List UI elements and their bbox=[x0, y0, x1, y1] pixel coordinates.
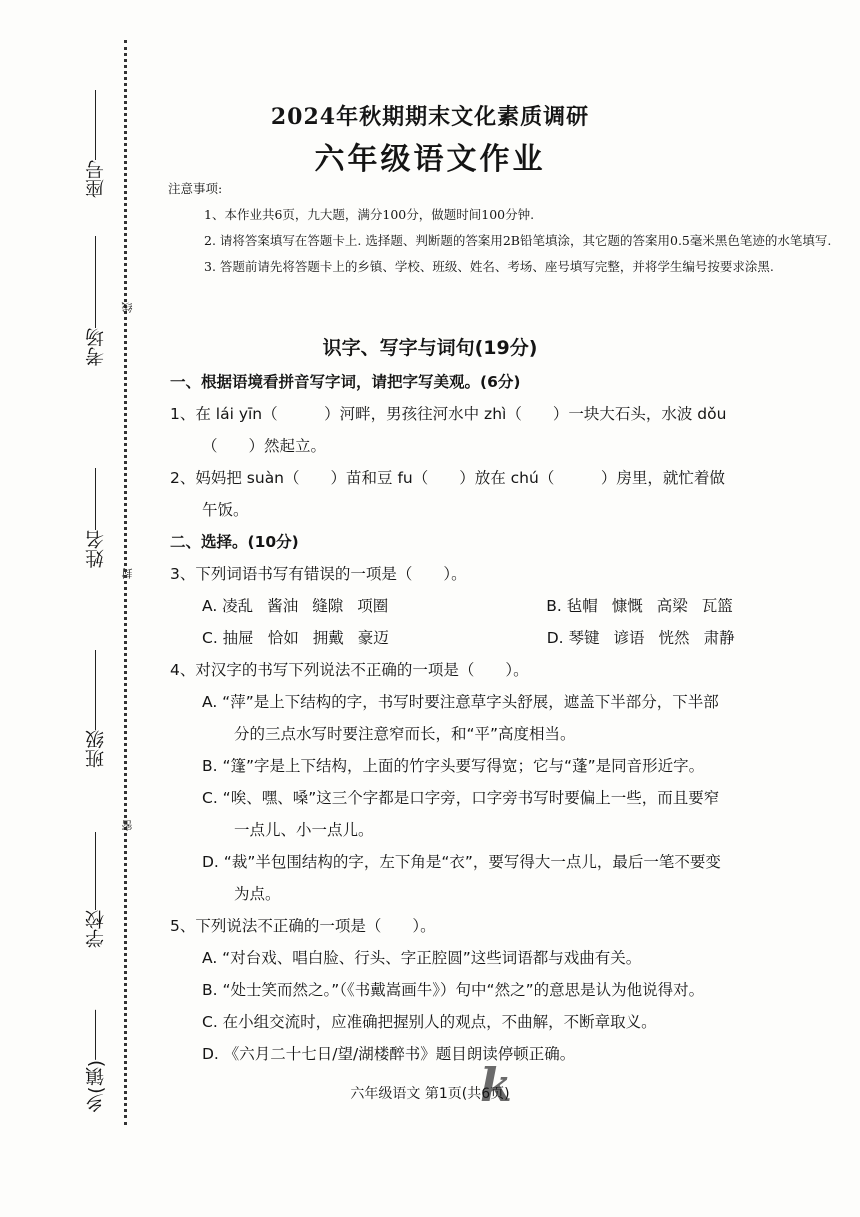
exam-room-blank[interactable] bbox=[96, 236, 97, 328]
cut-line-feng: 封 bbox=[121, 568, 134, 579]
q3-option-b-1: B. 毡帽 bbox=[546, 597, 598, 615]
exam-subtitle: 六年级语文作业 bbox=[314, 142, 546, 177]
q4-option-b: B. “篷”字是上下结构，上面的竹字头要写得宽；它与“蓬”是同音形近字。 bbox=[202, 757, 705, 775]
q3-option-a-4: 项圈 bbox=[357, 597, 389, 615]
q2-heading: 二、选择。(10分) bbox=[170, 533, 299, 551]
q3-option-c-1: C. 抽屉 bbox=[202, 629, 254, 647]
q4-option-c-2: 一点儿、小一点儿。 bbox=[234, 821, 374, 839]
q4-option-c-1: C. “唉、嘿、嗓”这三个字都是口字旁，口字旁书写时要偏上一些，而且要窄 bbox=[202, 789, 720, 807]
class-blank[interactable] bbox=[96, 650, 97, 730]
q5-stem: 5、下列说法不正确的一项是（ ）。 bbox=[170, 917, 436, 935]
q3-options-ab bbox=[170, 590, 850, 622]
q3-option-b-2: 慷慨 bbox=[611, 597, 643, 615]
page-footer: 六年级语文 第1页(共6页) bbox=[350, 1086, 510, 1102]
town-blank[interactable] bbox=[96, 1010, 97, 1060]
q1-heading: 一、根据语境看拼音写字词，请把字写美观。(6分) bbox=[170, 373, 521, 391]
town-label: 乡(镇) bbox=[85, 1060, 107, 1113]
q1-line-1: 1、在 lái yīn（ ）河畔，男孩往河水中 zhì（ ）一块大石头，水波 dǒu bbox=[170, 405, 727, 423]
note-item-1: 1、本作业共6页，九大题，满分100分，做题时间100分钟. bbox=[204, 207, 535, 222]
q3-option-b-3: 高梁 bbox=[656, 597, 688, 615]
q3-option-b-4: 瓦篮 bbox=[701, 597, 733, 615]
name-field bbox=[82, 468, 109, 568]
q3-stem: 3、下列词语书写有错误的一项是（ ）。 bbox=[170, 565, 467, 583]
q5-option-b: B. “处士笑而然之。”（《书戴嵩画牛》）句中“然之”的意思是认为他说得对。 bbox=[202, 981, 705, 999]
watermark-logo: k bbox=[480, 1058, 512, 1112]
q3-option-a-1: A. 凌乱 bbox=[202, 597, 254, 615]
q4-option-a-1: A. “萍”是上下结构的字，书写时要注意草字头舒展，遮盖下半部分，下半部 bbox=[202, 693, 719, 711]
note-item-2: 2. 请将答案填写在答题卡上. 选择题、判断题的答案用2B铅笔填涂，其它题的答案用0.5毫米黑色笔迹的水笔填写. bbox=[204, 233, 832, 248]
q4-option-d-1: D. “裁”半包围结构的字，左下角是“衣”，要写得大一点儿，最后一笔不要变 bbox=[202, 853, 721, 871]
q3-option-c-4: 豪迈 bbox=[357, 629, 389, 647]
cut-line-mi: 密 bbox=[121, 820, 134, 831]
q3-option-a-2: 酱油 bbox=[267, 597, 299, 615]
q3-option-c-3: 拥戴 bbox=[312, 629, 344, 647]
exam-title: 2024年秋期期末文化素质调研 bbox=[270, 104, 590, 130]
binding-dotted-line bbox=[124, 40, 127, 1125]
exam-room-label: 考场 bbox=[85, 328, 107, 366]
section-title: 识字、写字与词句(19分) bbox=[322, 337, 538, 359]
q5-option-a: A. “对台戏、唱白脸、行头、字正腔圆”这些词语都与戏曲有关。 bbox=[202, 949, 642, 967]
q3-gap bbox=[402, 590, 532, 622]
q3-options-cd bbox=[170, 622, 850, 654]
q3-option-d-1: D. 琴键 bbox=[546, 629, 600, 647]
note-item-3: 3. 答题前请先将答题卡上的乡镇、学校、班级、姓名、考场、座号填写完整，并将学生编号按要求涂黑. bbox=[204, 259, 774, 274]
q1-line-2: 2、妈妈把 suàn（ ）苗和豆 fu（ ）放在 chú（ ）房里，就忙着做 bbox=[170, 469, 725, 487]
q3-option-a-3: 缝隙 bbox=[312, 597, 344, 615]
notes-heading: 注意事项: bbox=[168, 181, 223, 196]
q3-option-d-3: 恍然 bbox=[658, 629, 690, 647]
class-label: 班级 bbox=[85, 730, 107, 768]
q4-option-d-2: 为点。 bbox=[234, 885, 281, 903]
school-field bbox=[82, 832, 109, 948]
q4-option-a-2: 分的三点水写时要注意窄而长，和“平”高度相当。 bbox=[234, 725, 576, 743]
q3-option-c-2: 恰如 bbox=[267, 629, 299, 647]
seat-label: 座号 bbox=[85, 160, 107, 198]
class-field bbox=[82, 650, 109, 768]
name-label: 姓名 bbox=[85, 530, 107, 568]
cut-line-xian: 线 bbox=[121, 302, 134, 313]
q1-line-2b: 午饭。 bbox=[202, 501, 249, 519]
question-body bbox=[170, 366, 850, 1070]
q3-option-d-4: 肃静 bbox=[703, 629, 735, 647]
school-label: 学校 bbox=[85, 910, 107, 948]
q5-option-d: D. 《六月二十七日/望/湖楼醉书》题目朗读停顿正确。 bbox=[202, 1045, 576, 1063]
q5-option-c: C. 在小组交流时，应准确把握别人的观点，不曲解，不断章取义。 bbox=[202, 1013, 657, 1031]
q3-gap-2 bbox=[403, 622, 533, 654]
q3-option-d-2: 谚语 bbox=[613, 629, 645, 647]
q1-line-1b: （ ）然起立。 bbox=[202, 437, 327, 455]
name-blank[interactable] bbox=[96, 468, 97, 530]
school-blank[interactable] bbox=[96, 832, 97, 910]
q4-stem: 4、对汉字的书写下列说法不正确的一项是（ ）。 bbox=[170, 661, 529, 679]
notes-block bbox=[168, 176, 848, 280]
